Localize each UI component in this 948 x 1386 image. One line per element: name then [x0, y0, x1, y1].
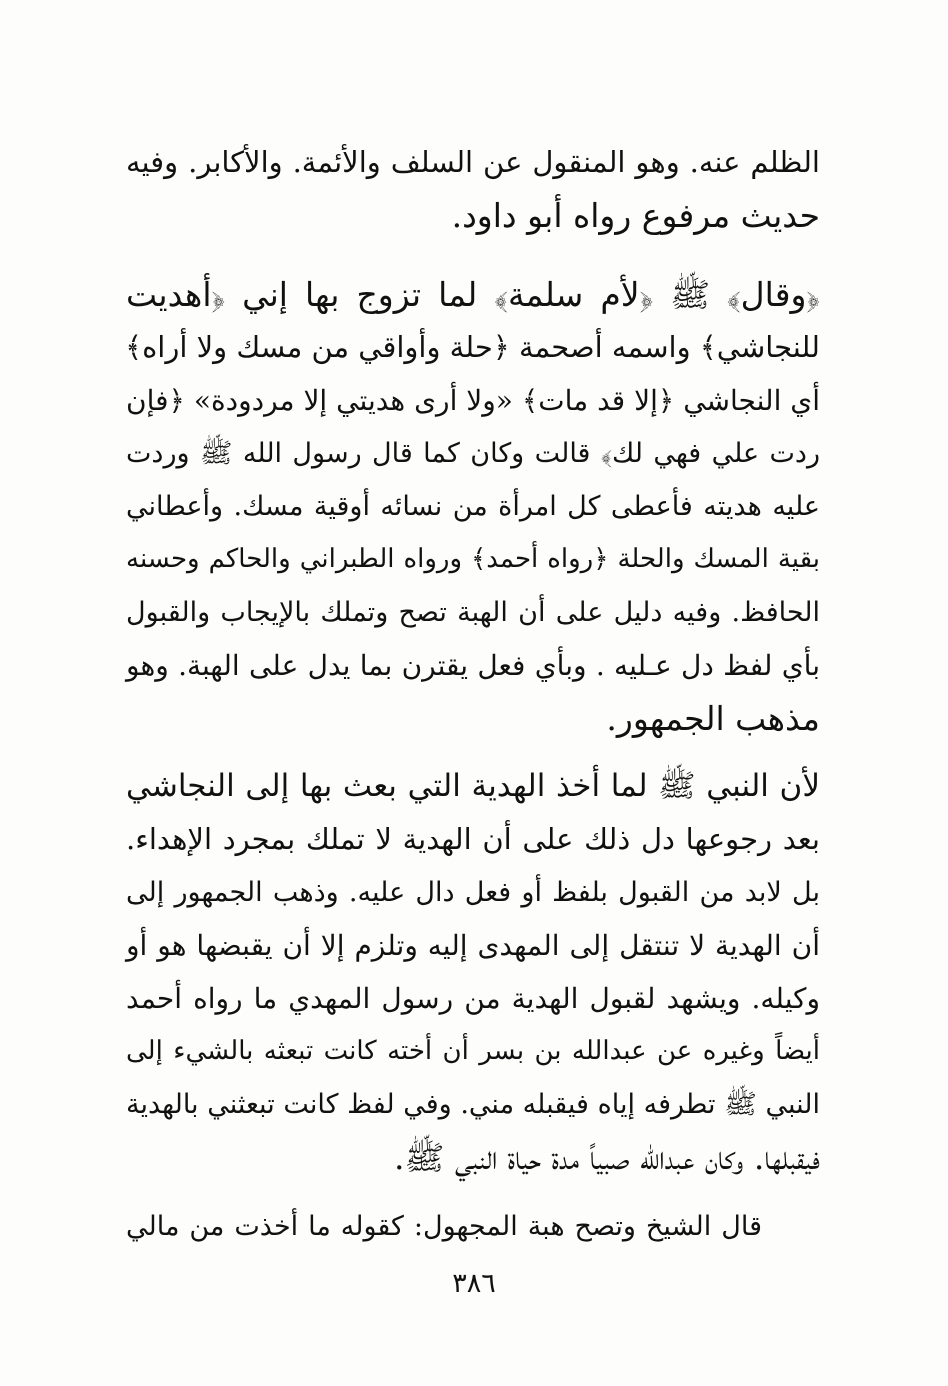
- text-line: حديث مرفوع رواه أبو داود.: [451, 196, 820, 235]
- paragraph-4: [126, 1200, 820, 1253]
- text-line: بقية المسك والحلة ﴿رواه أحمد﴾ ورواه الطبراني والحاكم وحسنه: [126, 544, 820, 574]
- text-line: مذهب الجمهور.: [606, 699, 820, 738]
- text-line: ردت علي فهي لك﴾ قالت وكان كما قال رسول الله ﷺ وردت: [126, 438, 820, 469]
- text-line: أي النجاشي ﴿إلا قد مات﴾ «ولا أرى هديتي إلا مردودة» ﴿فإن: [126, 384, 820, 417]
- text-line: لأن النبي ﷺ لما أخذ الهدية التي بعث بها إلى النجاشي: [126, 768, 820, 804]
- text-line: ﴿وقال﴾ ﷺ ﴿لأم سلمة﴾ لما تزوج بها إني ﴿أهديت: [126, 275, 820, 314]
- text-line: أيضاً وغيره عن عبدالله بن بسر أن أخته كانت تبعثه بالشيء إلى: [126, 1036, 820, 1066]
- text-line: بأي لفظ دل عـليه . وبأي فعل يقترن بما يدل على الهبة. وهو: [126, 649, 820, 682]
- text-line: وكيله. ويشهد لقبول الهدية من رسول المهدي ما رواه أحمد: [126, 982, 820, 1015]
- text-line: فيقبلها. وكان عبدالله صبياً مدة حياة النبي ﷺ.: [394, 1138, 820, 1177]
- text-line: النبي ﷺ تطرفه إياه فيقبله مني. وفي لفظ كانت تبعثني بالهدية: [126, 1089, 820, 1120]
- page-number: ٣٨٦: [452, 1268, 496, 1299]
- text-line: للنجاشي﴾ واسمه أصحمة ﴿حلة وأواقي من مسك ولا أراه﴾: [125, 330, 820, 364]
- paragraph-2: [126, 268, 820, 745]
- text-line: بعد رجوعها دل ذلك على أن الهدية لا تملك بمجرد الإهداء.: [126, 822, 820, 856]
- text-line: الحافظ. وفيه دليل على أن الهبة تصح وتملك بالإيجاب والقبول: [126, 597, 820, 628]
- paragraph-1: [126, 136, 820, 242]
- text-line: أن الهدية لا تنتقل إلى المهدى إليه وتلزم إلا أن يقبضها هو أو: [126, 929, 820, 962]
- paragraph-3: [126, 760, 820, 1184]
- text-line: بل لابد من القبول بلفظ أو فعل دال عليه. وذهب الجمهور إلى: [126, 877, 820, 908]
- text-line: عليه هديته فأعطى كل امرأة من نسائه أوقية مسك. وأعطاني: [126, 491, 820, 522]
- text-line: قال الشيخ وتصح هبة المجهول: كقوله ما أخذت من مالي: [126, 1211, 762, 1242]
- text-line: الظلم عنه. وهو المنقول عن السلف والأئمة. والأكابر. وفيه: [126, 145, 820, 179]
